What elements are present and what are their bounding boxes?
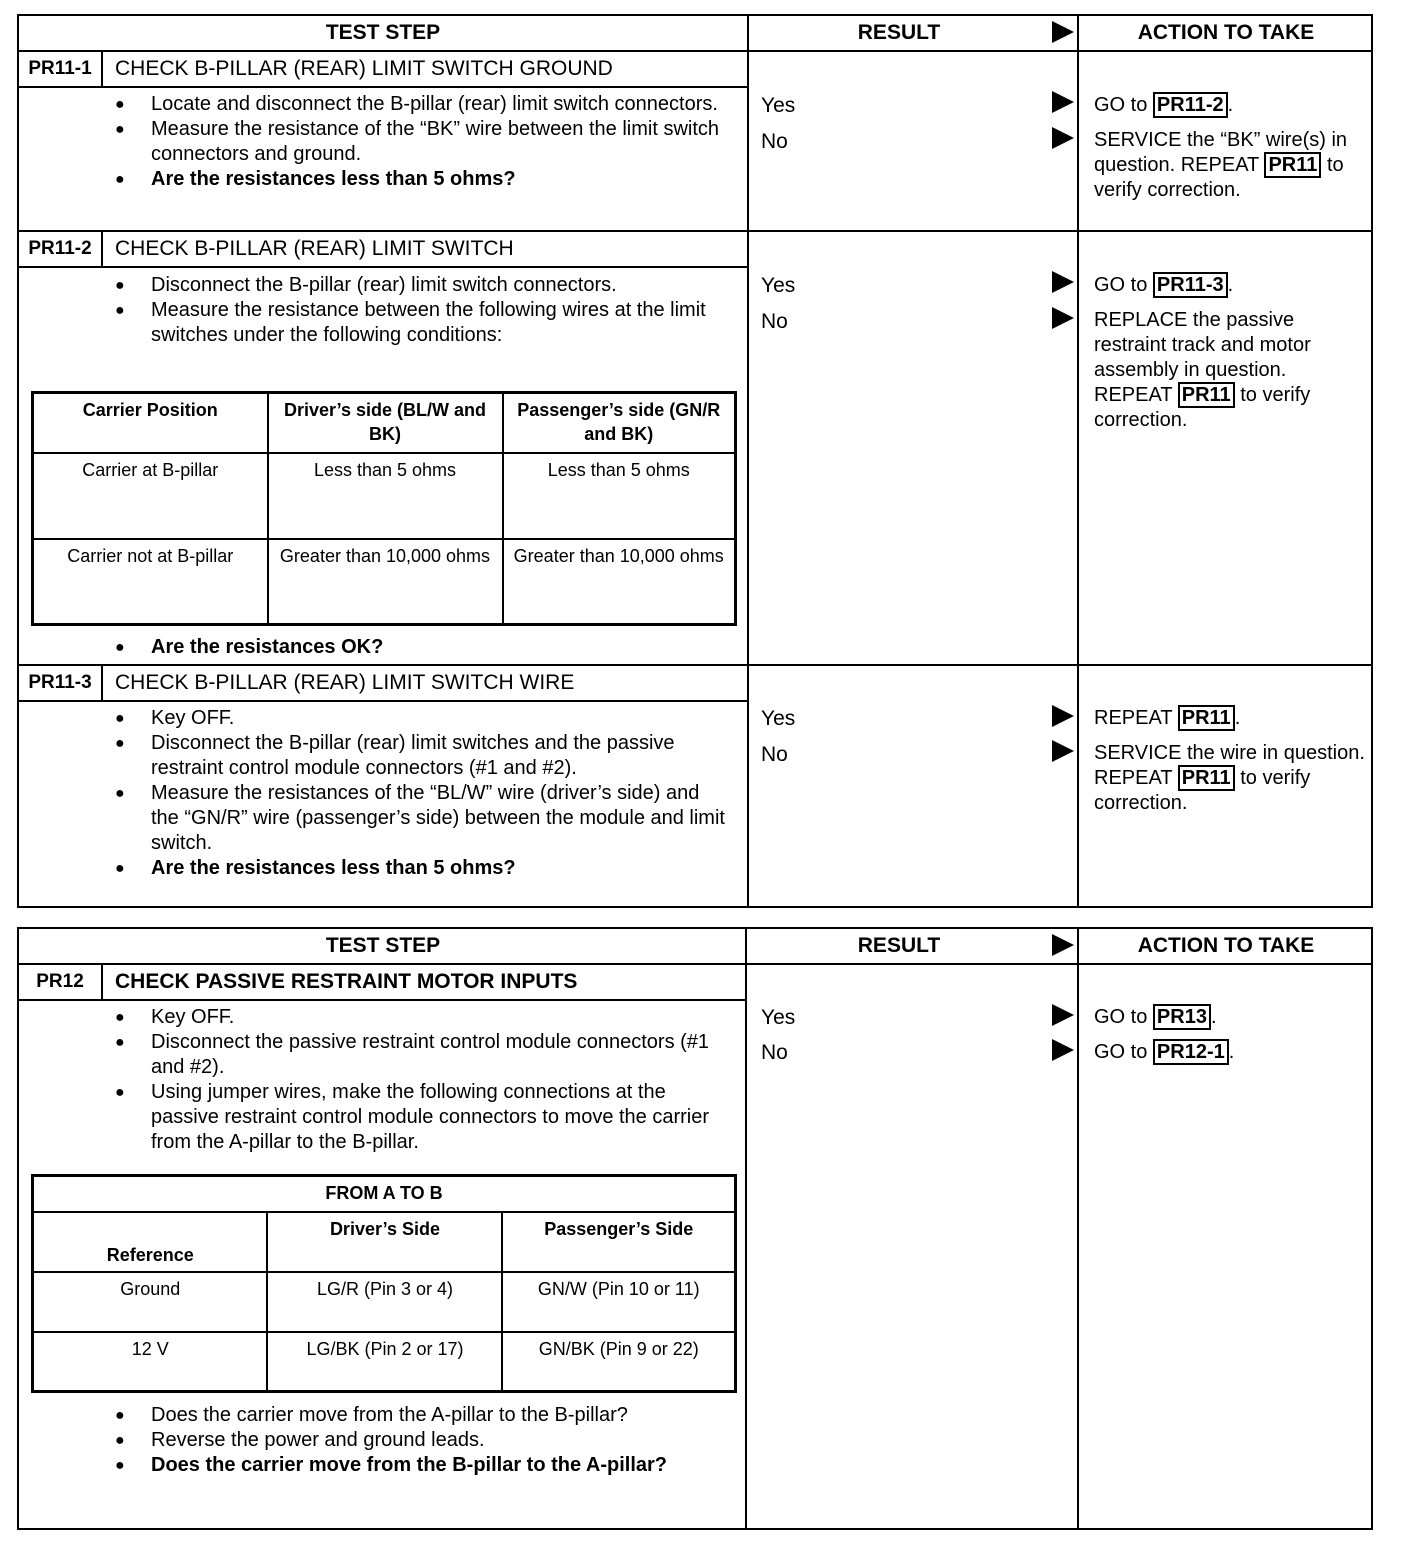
- step-reference-link[interactable]: PR11-2: [1153, 92, 1228, 118]
- table-cell: Greater than 10,000 ohms: [268, 539, 503, 625]
- step-reference-link[interactable]: PR12-1: [1153, 1039, 1229, 1065]
- test-step-table-pr11: [17, 14, 1373, 908]
- instruction: ● Measure the resistance of the “BK” wire between the limit switch connectors and ground.: [115, 117, 725, 167]
- step-instructions: [115, 273, 725, 348]
- step-reference-link[interactable]: PR11: [1178, 705, 1235, 731]
- table-row: [33, 1332, 736, 1392]
- action-text: GO to: [1094, 274, 1148, 296]
- result-header: RESULT: [857, 934, 941, 957]
- step-instructions: [115, 1403, 725, 1478]
- action-text: .: [1228, 1041, 1235, 1063]
- table-cell: Carrier not at B-pillar: [33, 539, 268, 625]
- step-title: CHECK B-PILLAR (REAR) LIMIT SWITCH: [115, 237, 514, 260]
- step-id: PR11-2: [19, 232, 103, 266]
- step-question: ● Does the carrier move from the B-pillar to the A-pillar?: [115, 1453, 725, 1478]
- action-text: GO to: [1094, 1006, 1148, 1028]
- result-yes: Yes: [761, 274, 796, 297]
- action-yes: [1094, 706, 1366, 731]
- test-step-header: TEST STEP: [325, 21, 441, 44]
- step-header-pr12: [19, 965, 745, 1001]
- instruction: ● Disconnect the passive restraint control module connectors (#1 and #2).: [115, 1030, 725, 1080]
- table-header-cell: Driver’s side (BL/W and BK): [268, 393, 503, 453]
- result-no: No: [761, 130, 788, 153]
- action-no: [1094, 128, 1366, 203]
- action-yes: [1094, 273, 1366, 298]
- action-no: [1094, 308, 1366, 433]
- action-yes: [1094, 1005, 1366, 1030]
- column-divider: [1077, 16, 1079, 906]
- result-header: RESULT: [857, 21, 941, 44]
- action-text: .: [1210, 1006, 1217, 1028]
- arrow-icon: [1052, 1039, 1074, 1061]
- action-text: SERVICE the wire in question. REPEAT: [1094, 742, 1365, 789]
- result-yes: Yes: [761, 1006, 796, 1029]
- table-header-cell: Passenger’s Side: [502, 1212, 735, 1272]
- column-divider: [745, 929, 747, 1528]
- instruction: ● Measure the resistances of the “BL/W” wire (driver’s side) and the “GN/R” wire (passenger’s side) between the module and limit switch.: [115, 781, 725, 856]
- action-header: ACTION TO TAKE: [1137, 934, 1315, 957]
- instruction: ● Disconnect the B-pillar (rear) limit switches and the passive restraint control module connectors (#1 and #2).: [115, 731, 725, 781]
- action-text: to verify correction.: [1094, 767, 1311, 814]
- table-cell: LG/BK (Pin 2 or 17): [267, 1332, 502, 1392]
- jumper-connection-table: [31, 1174, 737, 1393]
- action-text: SERVICE the “BK” wire(s) in question. REPEAT: [1094, 129, 1348, 176]
- step-question: ● Are the resistances less than 5 ohms?: [115, 856, 725, 881]
- arrow-icon: [1052, 271, 1074, 293]
- arrow-icon: [1052, 740, 1074, 762]
- action-text: to verify correction.: [1094, 384, 1311, 431]
- step-title: CHECK B-PILLAR (REAR) LIMIT SWITCH WIRE: [115, 671, 575, 694]
- step-header-pr11-1: [19, 52, 747, 88]
- action-text: .: [1234, 707, 1241, 729]
- action-text: GO to: [1094, 1041, 1148, 1063]
- step-reference-link[interactable]: PR11: [1264, 152, 1321, 178]
- column-divider: [1077, 929, 1079, 1528]
- resistance-table: [31, 391, 737, 626]
- table-header-cell: Driver’s Side: [267, 1212, 502, 1272]
- step-instructions: [115, 706, 725, 881]
- action-no: [1094, 1040, 1366, 1065]
- table-cell: Carrier at B-pillar: [33, 453, 268, 539]
- result-no: No: [761, 310, 788, 333]
- instruction: ● Reverse the power and ground leads.: [115, 1428, 725, 1453]
- table-row: [33, 453, 736, 539]
- step-id: PR12: [19, 965, 103, 999]
- step-id: PR11-3: [19, 666, 103, 700]
- action-text: .: [1227, 94, 1234, 116]
- action-text: REPLACE the passive restraint track and motor assembly in question. REPEAT: [1094, 309, 1311, 406]
- action-text: .: [1227, 274, 1234, 296]
- table-cell: Less than 5 ohms: [268, 453, 503, 539]
- table-cell: 12 V: [33, 1332, 268, 1392]
- table-cell: LG/R (Pin 3 or 4): [267, 1272, 502, 1332]
- instruction: ● Using jumper wires, make the following connections at the passive restraint control module connectors to move the carrier from the A-pillar to the B-pillar.: [115, 1080, 725, 1155]
- test-step-header: TEST STEP: [325, 934, 441, 957]
- arrow-icon: [1052, 1004, 1074, 1026]
- action-text: REPEAT: [1094, 707, 1173, 729]
- step-reference-link[interactable]: PR11: [1178, 382, 1235, 408]
- table-row: [33, 539, 736, 625]
- step-question: ● Are the resistances OK?: [115, 635, 725, 660]
- table-header-cell: Carrier Position: [33, 393, 268, 453]
- table-cell: GN/BK (Pin 9 or 22): [502, 1332, 735, 1392]
- instruction: ● Locate and disconnect the B-pillar (rear) limit switch connectors.: [115, 92, 725, 117]
- table-header: [19, 929, 1371, 965]
- action-text: to verify correction.: [1094, 154, 1344, 201]
- instruction: ● Does the carrier move from the A-pillar to the B-pillar?: [115, 1403, 725, 1428]
- step-title: CHECK PASSIVE RESTRAINT MOTOR INPUTS: [115, 970, 578, 993]
- arrow-icon: [1052, 91, 1074, 113]
- result-no: No: [761, 743, 788, 766]
- table-header: [19, 16, 1371, 52]
- test-step-table-pr12: [17, 927, 1373, 1530]
- step-question-block: [115, 635, 725, 660]
- arrow-icon: [1052, 705, 1074, 727]
- step-title: CHECK B-PILLAR (REAR) LIMIT SWITCH GROUND: [115, 57, 613, 80]
- table-header-cell: Passenger’s side (GN/R and BK): [503, 393, 736, 453]
- table-cell: Less than 5 ohms: [503, 453, 736, 539]
- step-reference-link[interactable]: PR13: [1153, 1004, 1211, 1030]
- action-yes: [1094, 93, 1366, 118]
- step-reference-link[interactable]: PR11-3: [1153, 272, 1228, 298]
- instruction: ● Key OFF.: [115, 1005, 725, 1030]
- table-cell: Ground: [33, 1272, 268, 1332]
- table-caption: FROM A TO B: [33, 1176, 736, 1212]
- step-header-pr11-2: [19, 232, 747, 268]
- step-instructions: [115, 92, 725, 192]
- arrow-icon: [1052, 307, 1074, 329]
- result-yes: Yes: [761, 707, 796, 730]
- arrow-icon: [1052, 127, 1074, 149]
- instruction: ● Disconnect the B-pillar (rear) limit switch connectors.: [115, 273, 725, 298]
- table-header-cell: Reference: [33, 1212, 268, 1272]
- action-no: [1094, 741, 1366, 816]
- result-yes: Yes: [761, 94, 796, 117]
- instruction: ● Key OFF.: [115, 706, 725, 731]
- column-divider: [747, 16, 749, 906]
- step-instructions: [115, 1005, 725, 1155]
- step-reference-link[interactable]: PR11: [1178, 765, 1235, 791]
- result-no: No: [761, 1041, 788, 1064]
- step-id: PR11-1: [19, 52, 103, 86]
- step-header-pr11-3: [19, 666, 747, 702]
- instruction: ● Measure the resistance between the following wires at the limit switches under the following conditions:: [115, 298, 725, 348]
- table-cell: GN/W (Pin 10 or 11): [502, 1272, 735, 1332]
- action-text: GO to: [1094, 94, 1148, 116]
- arrow-icon: [1052, 934, 1074, 956]
- step-question: ● Are the resistances less than 5 ohms?: [115, 167, 725, 192]
- table-row: [33, 1272, 736, 1332]
- table-cell: Greater than 10,000 ohms: [503, 539, 736, 625]
- arrow-icon: [1052, 21, 1074, 43]
- action-header: ACTION TO TAKE: [1137, 21, 1315, 44]
